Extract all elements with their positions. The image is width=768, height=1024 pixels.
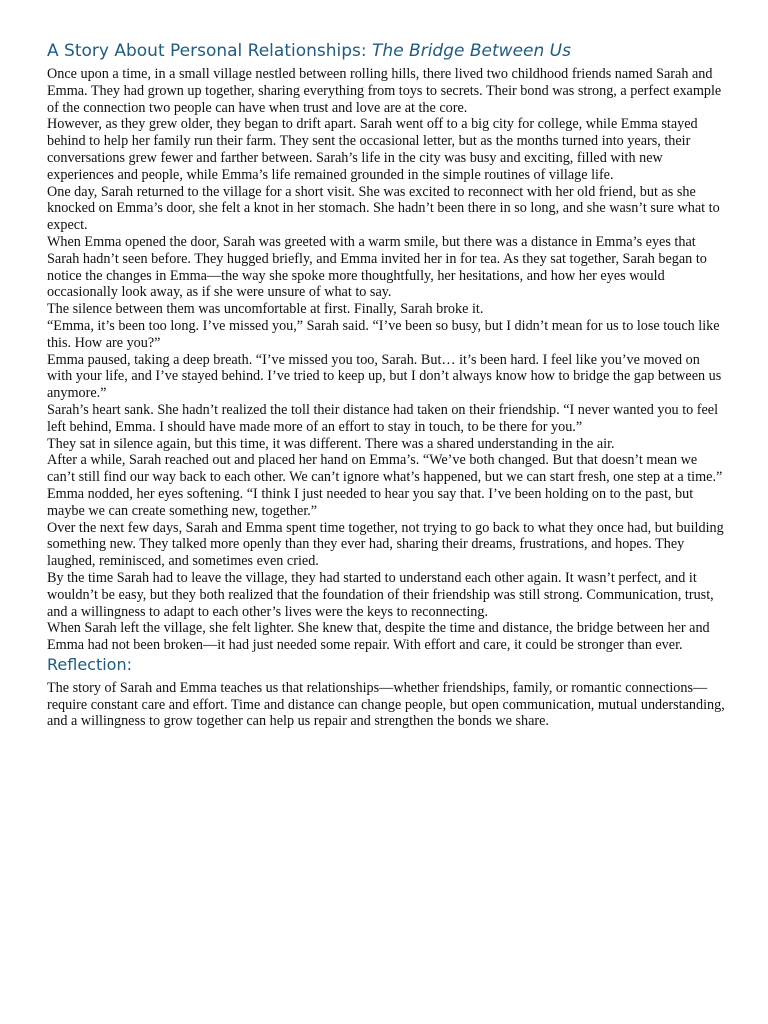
- reflection-heading: Reflection:: [47, 654, 132, 674]
- reflection-paragraph: The story of Sarah and Emma teaches us that relationships—whether friendships, family, or romantic connections—require constant care and effort. Time and distance can change people, but open communication, mutual understanding, and a willingness to grow together can help us repair and strengthen the bonds we share.: [47, 679, 725, 730]
- title-italic: The Bridge Between Us: [372, 41, 571, 61]
- story-paragraph: Over the next few days, Sarah and Emma spent time together, not trying to go back to what they once had, but building something new. They talked more openly than they ever had, sharing their dreams, frustrations, and hopes. They laughed, reminisced, and sometimes even cried.: [47, 519, 724, 570]
- story-paragraph: Sarah’s heart sank. She hadn’t realized the toll their distance had taken on their friendship. “I never wanted you to feel left behind, Emma. I should have made more of an effort to stay in touch, to be there for you.”: [47, 401, 719, 435]
- story-paragraph: They sat in silence again, but this time, it was different. There was a shared understanding in the air.: [47, 435, 615, 452]
- document-page: [47, 40, 727, 730]
- story-paragraph: When Emma opened the door, Sarah was greeted with a warm smile, but there was a distance in Emma’s eyes that Sarah hadn’t seen before. They hugged briefly, and Emma invited her in for tea. As they sat together, Sarah began to notice the changes in Emma—the way she spoke more thoughtfully, her hesitations, and how her eyes would occasionally look away, as if she were unsure of what to say.: [47, 233, 707, 301]
- story-paragraph: The silence between them was uncomfortable at first. Finally, Sarah broke it.: [47, 301, 484, 318]
- story-paragraph: Emma nodded, her eyes softening. “I think I just needed to hear you say that. I’ve been holding on to the past, but maybe we can create something new, together.”: [47, 485, 694, 519]
- story-body: [47, 66, 727, 654]
- title-prefix: A Story About Personal Relationships:: [47, 41, 373, 61]
- story-paragraph: When Sarah left the village, she felt lighter. She knew that, despite the time and distance, the bridge between her and Emma had not been broken—it had just needed some repair. With effort and care, it could be stronger than ever.: [47, 620, 710, 654]
- story-paragraph: Emma paused, taking a deep breath. “I’ve missed you too, Sarah. But… it’s been hard. I feel like you’ve moved on with your life, and I’ve stayed behind. I’ve tried to keep up, but I don’t always know how to bridge the gap between us anymore.”: [47, 351, 722, 402]
- story-paragraph: However, as they grew older, they began to drift apart. Sarah went off to a big city for college, while Emma stayed behind to help her family run their farm. They sent the occasional letter, but as the months turned into years, their conversations grew fewer and farther between. Sarah’s life in the city was busy and exciting, filled with new experiences and people, while Emma’s life remained grounded in the simple routines of village life.: [47, 116, 698, 183]
- story-paragraph: After a while, Sarah reached out and placed her hand on Emma’s. “We’ve both changed. But that doesn’t mean we can’t still find our way back to each other. We can’t ignore what’s happened, but we can start fresh, one step at a time.”: [47, 452, 723, 486]
- document-title: [47, 40, 727, 62]
- reflection-body: [47, 680, 727, 730]
- story-paragraph: One day, Sarah returned to the village for a short visit. She was excited to reconnect with her old friend, but as she knocked on Emma’s door, she felt a knot in her stomach. She hadn’t been there in so long, and she wasn’t sure what to expect.: [47, 183, 720, 234]
- story-paragraph: By the time Sarah had to leave the village, they had started to understand each other again. It wasn’t perfect, and it wouldn’t be easy, but they both realized that the foundation of their friendship was still strong. Communication, trust, and a willingness to adapt to each other’s lives were the keys to reconnecting.: [47, 569, 714, 620]
- story-paragraph: Once upon a time, in a small village nestled between rolling hills, there lived two childhood friends named Sarah and Emma. They had grown up together, sharing everything from toys to secrets. Their bond was strong, a perfect example of the connection two people can have when trust and love are at the core.: [47, 66, 722, 116]
- story-paragraph: “Emma, it’s been too long. I’ve missed you,” Sarah said. “I’ve been so busy, but I didn’t mean for us to lose touch like this. How are you?”: [47, 317, 720, 351]
